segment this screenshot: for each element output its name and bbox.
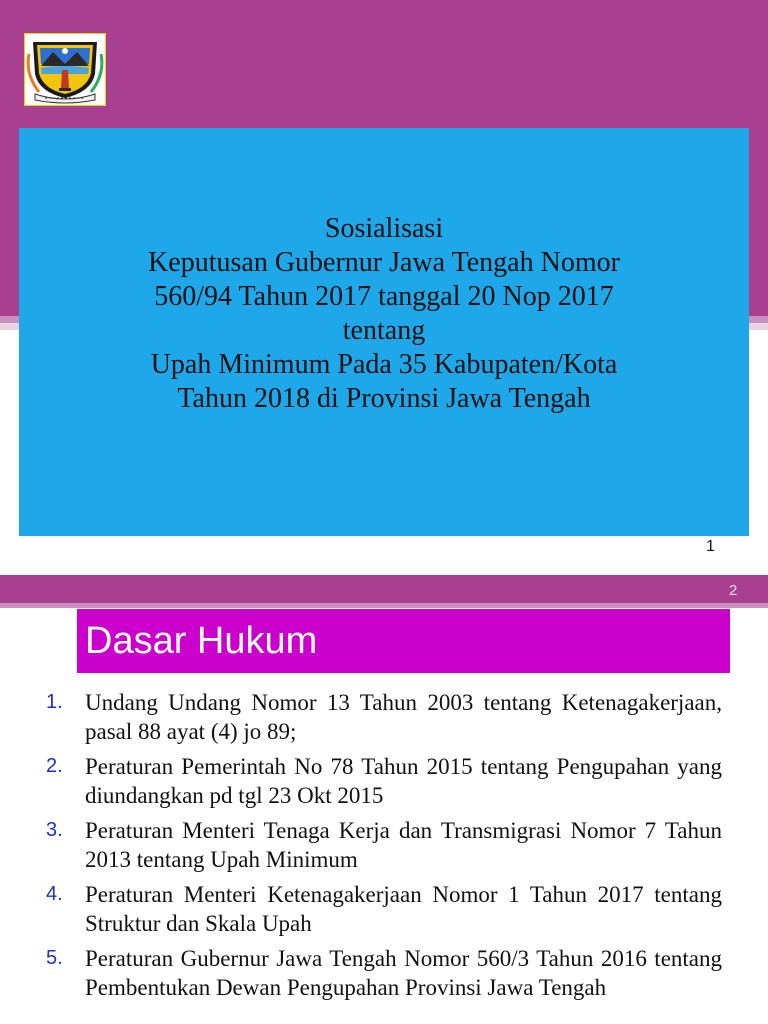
title-line: Upah Minimum Pada 35 Kabupaten/Kota	[150, 349, 618, 380]
title-box	[19, 128, 749, 536]
list-item	[0, 816, 768, 874]
list-text: Peraturan Menteri Ketenagakerjaan Nomor 1 Tahun 2017 tentang Struktur dan Skala Upah	[85, 882, 722, 936]
section-heading: Dasar Hukum	[77, 609, 730, 673]
list-number: 3.	[46, 819, 63, 841]
list-item	[0, 688, 768, 746]
title-line: 560/94 Tahun 2017 tanggal 20 Nop 2017	[154, 281, 614, 312]
list-item	[0, 944, 768, 1002]
list-item	[0, 880, 768, 938]
page-number: 2	[729, 582, 738, 599]
list-text: Peraturan Menteri Tenaga Kerja dan Transmigrasi Nomor 7 Tahun 2013 tentang Upah Minimum	[85, 818, 722, 872]
list-number: 4.	[46, 883, 63, 905]
slide-2	[0, 575, 768, 1024]
list-number: 2.	[46, 755, 63, 777]
title-line: tentang	[342, 315, 426, 346]
header-stripe	[0, 603, 768, 608]
list-number: 5.	[46, 947, 63, 969]
central-java-emblem-icon	[24, 33, 106, 106]
list-text: Peraturan Pemerintah No 78 Tahun 2015 tentang Pengupahan yang diundangkan pd tgl 23 Okt 2015	[85, 754, 722, 808]
title-line: Tahun 2018 di Provinsi Jawa Tengah	[177, 383, 591, 414]
list-number: 1.	[46, 691, 63, 713]
list-text: Peraturan Gubernur Jawa Tengah Nomor 560/3 Tahun 2016 tentang Pembentukan Dewan Pengupahan Provinsi Jawa Tengah	[85, 946, 722, 1000]
title-line: Keputusan Gubernur Jawa Tengah Nomor	[148, 247, 620, 278]
page-number: 1	[706, 538, 715, 555]
header-band	[0, 575, 768, 603]
title-line: Sosialisasi	[324, 213, 444, 244]
legal-basis-list	[0, 688, 768, 1008]
list-item	[0, 752, 768, 810]
list-text: Undang Undang Nomor 13 Tahun 2003 tentang Ketenagakerjaan, pasal 88 ayat (4) jo 89;	[85, 690, 722, 744]
